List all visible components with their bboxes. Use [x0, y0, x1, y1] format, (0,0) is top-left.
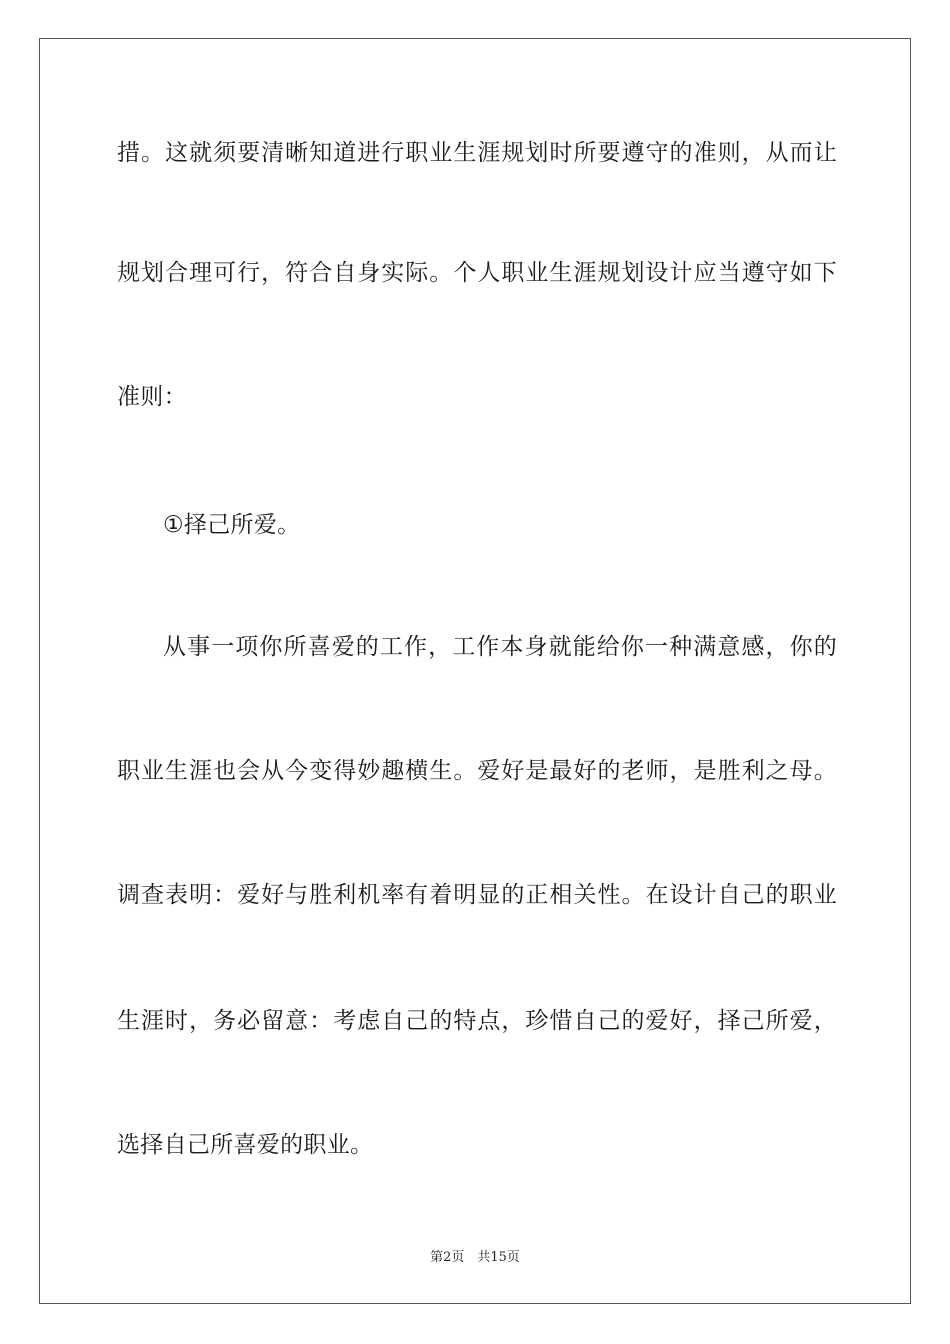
page-border: [39, 38, 911, 1304]
paragraph-line-1: 措。这就须要清晰知道进行职业生涯规划时所要遵守的准则，从而让: [117, 140, 837, 166]
paragraph-line-3: 准则：: [117, 384, 187, 410]
paragraph-line-2: 规划合理可行，符合自身实际。个人职业生涯规划设计应当遵守如下: [117, 260, 837, 286]
principle-heading: ①择己所爱。: [163, 512, 301, 538]
paragraph-line-5: 从事一项你所喜爱的工作，工作本身就能给你一种满意感，你的: [163, 634, 837, 660]
paragraph-line-9: 选择自己所喜爱的职业。: [117, 1132, 374, 1158]
paragraph-line-8: 生涯时，务必留意：考虑自己的特点，珍惜自己的爱好，择己所爱，: [117, 1008, 837, 1034]
paragraph-line-6: 职业生涯也会从今变得妙趣横生。爱好是最好的老师，是胜利之母。: [117, 758, 837, 784]
paragraph-line-7: 调查表明：爱好与胜利机率有着明显的正相关性。在设计自己的职业: [117, 882, 837, 908]
page-number-footer: 第2页 共15页: [430, 1250, 520, 1265]
